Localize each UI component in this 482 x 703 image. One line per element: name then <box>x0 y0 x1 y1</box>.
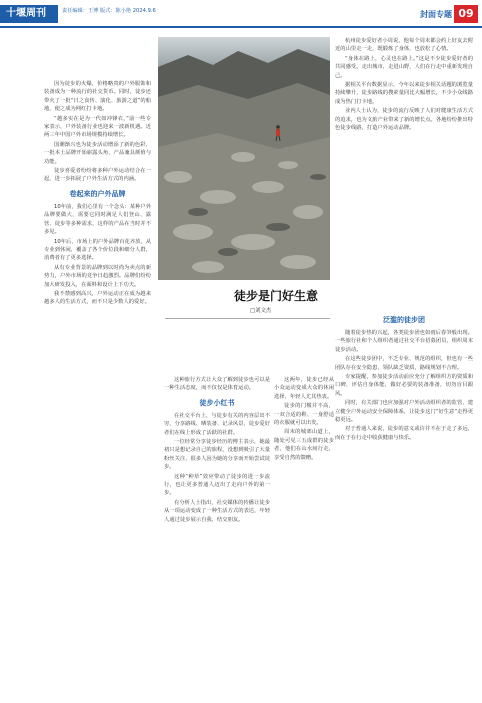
page-header <box>0 0 482 30</box>
editor-meta: 责任编辑：王博 版式：陈小艳 2024.9.6 <box>62 8 156 14</box>
header-rule <box>0 26 482 28</box>
paragraph: 徒步喜爱者纷纷将多种户外运动结合在一起，进一步拓展了户外生活方式的内涵。 <box>44 168 151 183</box>
paragraph: 随着徒步热的兴起，各类徒步团也如雨后春笋般出现。一些旅行社和个人组织者通过社交平台招募团员，组织周末徒步活动。 <box>335 330 473 353</box>
paragraph: 这两年，徒步已经从小众运动变成大众的休闲选择，年轻人尤其热衷。 <box>274 377 334 400</box>
subheading: 卷起来的户外品牌 <box>69 189 126 198</box>
paper-name: 十堰周刊 <box>0 5 58 23</box>
paragraph: 有分析人士指出，社交媒体的传播让徒步从一项运动变成了一种生活方式的表达，年轻人通过徒步展示自我、结交朋友。 <box>164 499 270 523</box>
paragraph: 同时，有关部门也应加强对户外活动组织者的监管，建立健全户外运动安全保障体系，让徒步这门“好生意”走得更稳更远。 <box>335 400 473 424</box>
subheading: 徒步小红书 <box>199 398 235 407</box>
paragraph: 这种旅行方式让大众了解到徒步也可以是一种生活态度，而不仅仅是体育运动。 <box>164 377 270 392</box>
subheading: 泛滥的徒步团 <box>383 316 425 324</box>
paragraph: 周末的城郊山道上，随处可见三五成群的徒步者，他们在山水间行走，享受自然的馈赠。 <box>274 429 334 461</box>
paragraph: 对于普通人来说，徒步的意义或许并不在于走了多远，而在于在行走中收获健康与快乐。 <box>335 426 473 441</box>
byline: □刘文杰 <box>250 308 272 314</box>
column-right-bottom <box>335 310 473 695</box>
page-number: 09 <box>454 5 478 23</box>
paragraph: 据相关平台数据显示，今年以来徒步相关话题的浏览量持续攀升，徒步路线的搜索量同比大幅增长，不少小众线路成为热门打卡地。 <box>335 82 473 105</box>
paragraph: 因为徒步的火爆，价格略贵的户外服饰和装备成为一种流行的社交货币。同时，徒步还带火了一批“日之食传、演化、旅游之道”的船地，使之成为网红打卡地。 <box>44 81 151 113</box>
paragraph: 国潮渐兴也为徒步活动增添了新的色彩，一批本土品牌开始崭露头角，产品兼具颜值与功能。 <box>44 141 151 165</box>
paragraph: 在这些徒步团中，不乏专业、规范的组织，但也有一些团队存在安全隐患，领队缺乏资质，路线规划不合理。 <box>335 356 473 371</box>
hiker-photo <box>158 37 330 280</box>
paragraph: 杭州徒步爱好者小周说，他每个周末都会约上好友去附近的山里走一走，既锻炼了身体，也放松了心情。 <box>335 38 473 53</box>
column-center-right <box>274 376 334 694</box>
paragraph: 业内人士认为，徒步的流行反映了人们对健康生活方式的追求，也为文旅产业带来了新的增长点。各地纷纷推出特色徒步线路，打造户外运动品牌。 <box>335 108 473 132</box>
paragraph: “越多实在是为一代如冲锋衣，”前一些专家表示，户外装备行业也迎来一波新机遇。近两三年中国户外市场规模持续增长。 <box>44 115 151 139</box>
column-center <box>164 376 270 694</box>
paragraph: 一位经常分享徒步经历的博主表示，她最初只是想记录自己的旅程，没想到吸引了大量粉丝关注，很多人因为她的分享而开始尝试徒步。 <box>164 439 270 471</box>
paragraph: 我不禁感到高兴，户外运动正在成为越来越多人的生活方式，而不只是少数人的爱好。 <box>44 290 151 306</box>
column-right-top <box>335 37 473 287</box>
column-left <box>44 80 151 692</box>
paragraph: 专家提醒，参加徒步活动前应充分了解组织方的资质和口碑，评估自身体能，做好必要的装备准备，切勿盲目跟风。 <box>335 374 473 397</box>
paragraph: 这种“种草”效应带动了徒步的进一步流行，也让更多普通人迈出了走向户外的第一步。 <box>164 473 270 497</box>
title-divider <box>165 318 330 319</box>
section-title: 封面专题 <box>420 10 452 19</box>
paragraph: 徒步的门槛并不高，一双合适的鞋、一身舒适的衣服就可以出发。 <box>274 403 334 427</box>
paragraph: 在社交平台上，与徒步有关的内容层出不穷，分享路线、晒装备、记录风景，徒步爱好者们在线上形成了活跃的社群。 <box>164 412 270 436</box>
paragraph: 10年前，我们心里有一个念头：某种户外品牌要做大，需要它同时满足人们登山、露营、徒步等多种需求，这样的产品在当时并不多见。 <box>44 203 151 236</box>
paragraph: 10年后，市场上的户外品牌百花齐放，从专业到休闲，覆盖了各个价位段和细分人群，消费者有了更多选择。 <box>44 238 151 262</box>
paragraph: 从有专业背景的品牌到以时尚为卖点的新势力，户外市场的竞争日趋激烈。品牌们纷纷加大研发投入，在面料和设计上下功夫。 <box>44 264 151 288</box>
article-title: 徒步是门好生意 <box>233 289 318 303</box>
paragraph: “身体在路上，心灵也在路上。”这是不少徒步爱好者的共同感受。走出城市，走进山野，人们在行走中重新发现自己。 <box>335 55 473 79</box>
